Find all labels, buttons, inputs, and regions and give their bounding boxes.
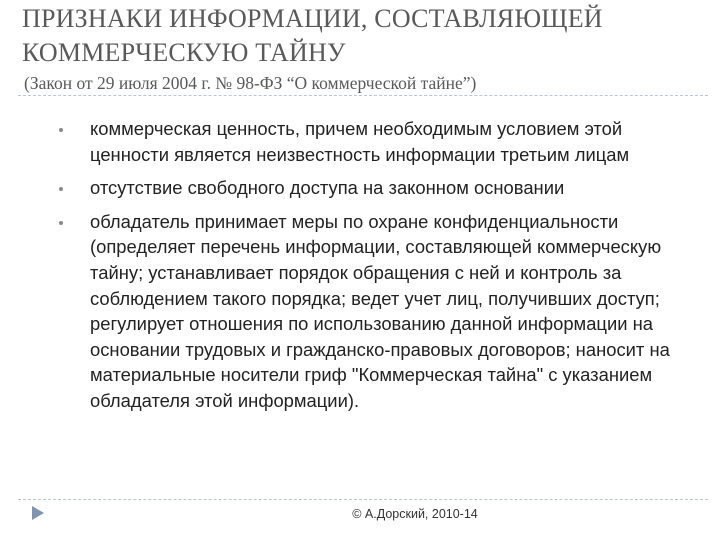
bullet-icon [59, 221, 63, 225]
slide-footer: © А.Дорский, 2010-14 [352, 507, 478, 521]
bullet-item [50, 175, 690, 201]
bullet-text: обладатель принимает меры по охране конфиденциальности (определяет перечень информации, составляющей коммерческую тайну; устанавливает порядок обращения с ней и контроль за соблюдением такого порядка; ведет учет лиц, получивших доступ; регулирует отношения по использованию данной информации на основании трудовых и гражданско-правовых договоров; наносит на материальные носители гриф "Коммерческая тайна" с указанием обладателя этой информации). [90, 210, 670, 411]
slide-title: ПРИЗНАКИ ИНФОРМАЦИИ, СОСТАВЛЯЮЩЕЙ КОММЕРЧЕСКУЮ ТАЙНУ [22, 4, 603, 67]
bullet-list [50, 116, 690, 422]
top-divider [18, 95, 708, 96]
bottom-divider [18, 499, 708, 500]
bullet-text: коммерческая ценность, причем необходимым условием этой ценности является неизвестность информации третьим лицам [90, 118, 630, 165]
triangle-right-icon[interactable] [31, 505, 45, 521]
slide-subtitle: (Закон от 29 июля 2004 г. № 98-ФЗ “О коммерческой тайне”) [24, 73, 477, 93]
bullet-icon [59, 187, 63, 191]
bullet-item [50, 116, 690, 167]
bullet-icon [59, 128, 63, 132]
bullet-text: отсутствие свободного доступа на законном основании [90, 177, 565, 199]
bullet-item [50, 209, 690, 414]
